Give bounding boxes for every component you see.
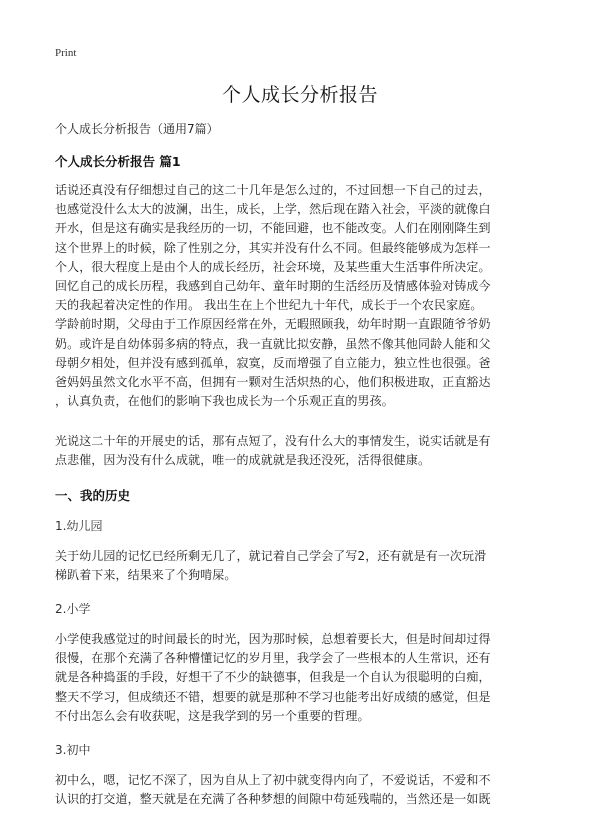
history-heading: 一、我的历史 [55,488,131,503]
item-label-primary-school: 2.小学 [55,602,91,616]
item-label-middle-school: 3.初中 [55,743,91,757]
paragraph-line: 爸妈妈虽然文化水平不高，但拥有一颗对生活炽热的心，他们积极进取，正直豁达 [55,375,491,390]
paragraph-line: 梯趴着下来，结果来了个狗啃屎。 [55,568,237,583]
paragraph-line: 也感觉没什么太大的波澜，出生，成长，上学，然后现在踏入社会，平淡的就像白 [55,202,491,217]
paragraph-line: 就是各种捣蛋的手段，好想干了不少的缺德事，但我是一个自认为很聪明的白痴， [55,670,491,685]
print-label: Print [55,47,77,59]
paragraph-line: ，认真负责，在他们的影响下我也成长为一个乐观正直的男孩。 [55,394,394,409]
paragraph-line: 个人，很大程度上是由个人的成长经历，社会环境，及某些重大生活事件所决定。 [55,259,491,274]
document-subtitle: 个人成长分析报告（通用7篇） [55,122,219,136]
paragraph-2 [55,432,546,470]
paragraph-line: 学龄前时期，父母由于工作原因经常在外，无暇照顾我，幼年时期一直跟随爷爷奶 [55,317,491,332]
paragraph-line: 整天不学习，但成绩还不错，想要的就是那种不学习也能考出好成绩的感觉，但是 [55,689,491,704]
item-text-middle-school [55,771,546,809]
paragraph-line: 话说还真没有仔细想过自己的这二十几年是怎么过的，不过回想一下自己的过去， [55,183,491,197]
section-heading: 个人成长分析报告 篇1 [55,154,181,169]
page-title: 个人成长分析报告 [221,84,378,106]
paragraph-line: 光说这二十年的开展史的话，那有点短了，没有什么大的事情发生，说实话就是有 [55,434,491,448]
paragraph-line: 天的我起着决定性的作用。 我出生在上个世纪九十年代，成长于一个农民家庭。 [55,298,483,313]
paragraph-line: 点悲催，因为没有什么成就，唯一的成就就是我还没死，活得很健康。 [55,453,431,468]
paragraph-line: 奶。或许是自幼体弱多病的特点，我一直就比拟安静，虽然不像其他同龄人能和父 [55,336,491,351]
paragraph-line: 小学使我感觉过的时间最长的时光，因为那时候，总想着要长大，但是时间却过得 [55,632,491,646]
paragraph-line: 认识的打交道，整天就是在充满了各种梦想的间隙中苟延残喘的，当然还是一如既 [55,792,491,807]
paragraph-line: 初中么，嗯，记忆不深了，因为自从上了初中就变得内向了，不爱说话，不爱和不 [55,773,491,787]
paragraph-line: 这个世界上的时候，除了性别之分，其实并没有什么不同。但最终能够成为怎样一 [55,240,491,255]
paragraph-line: 不付出怎么会有收获呢，这是我学到的另一个重要的哲理。 [55,708,370,723]
paragraph-line: 母朝夕相处，但并没有感到孤单，寂寞，反而增强了自立能力，独立性也很强。爸 [55,355,491,370]
paragraph-line: 很慢，在那个充满了各种懵懂记忆的岁月里，我学会了一些根本的人生常识，还有 [55,651,491,666]
item-text-kindergarten [55,547,546,585]
item-text-primary-school [55,630,546,726]
paragraph-line: 回忆自己的成长历程，我感到自己幼年、童年时期的生活经历及情感体验对铸成今 [55,279,491,294]
paragraph-line: 开水，但是这有确实是我经历的一切，不能回避，也不能改变。人们在刚刚降生到 [55,221,491,236]
item-label-kindergarten: 1.幼儿园 [55,519,103,533]
paragraph-1 [55,181,546,411]
paragraph-line: 关于幼儿园的记忆已经所剩无几了，就记着自己学会了写2，还有就是有一次玩滑 [55,549,487,563]
